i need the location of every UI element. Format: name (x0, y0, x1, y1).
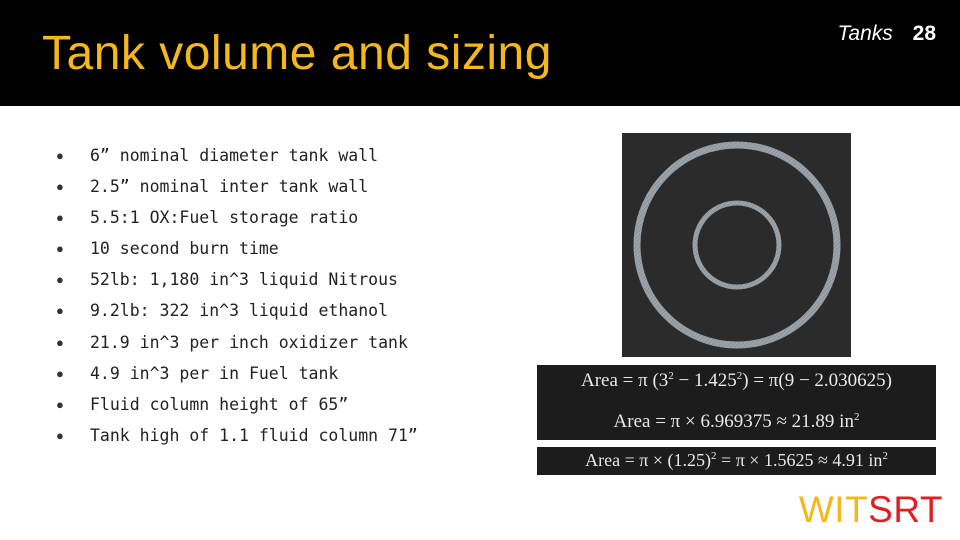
eq3-exponent-2: 2 (882, 450, 888, 462)
area-label: Area (580, 370, 618, 391)
equation-line-2 (537, 411, 936, 433)
list-item (56, 233, 418, 264)
bullet-icon: ● (56, 241, 64, 257)
list-item (56, 327, 418, 358)
eq1-exponent-1: 2 (668, 370, 674, 382)
inner-tank-wall (695, 203, 779, 287)
bullet-icon: ● (56, 365, 64, 381)
page-number: 28 (912, 22, 936, 45)
eq3-rhs: = π × (1.25) (624, 450, 712, 470)
bullet-icon: ● (56, 303, 64, 319)
bullet-icon: ● (56, 396, 64, 412)
witsrt-logo (799, 489, 943, 531)
list-item-text: 5.5:1 OX:Fuel storage ratio (90, 208, 359, 228)
list-item (56, 358, 418, 389)
logo-part-srt: SRT (868, 489, 943, 530)
eq2-exponent: 2 (853, 411, 860, 423)
area-label: Area (585, 450, 621, 470)
list-item-text: Fluid column height of 65” (90, 394, 349, 414)
list-item-text: 10 second burn time (90, 239, 279, 259)
list-item (56, 202, 418, 233)
equation-line-1 (537, 370, 936, 392)
eq1-end: ) = π(9 − 2.030625) (742, 370, 893, 391)
bullet-icon: ● (56, 334, 64, 350)
eq1-mid: − 1.425 (673, 370, 737, 391)
bullet-icon: ● (56, 272, 64, 288)
list-item-text: 2.5” nominal inter tank wall (90, 177, 369, 197)
eq2-rhs: = π × 6.969375 ≈ 21.89 in (655, 411, 854, 432)
fuel-area-equation (537, 447, 936, 475)
list-item (56, 389, 418, 420)
eq3-exponent-1: 2 (711, 450, 717, 462)
tank-cross-section-diagram (622, 133, 851, 357)
area-label: Area (613, 411, 651, 432)
eq1-rhs: = π (3 (622, 370, 669, 391)
list-item-text: Tank high of 1.1 fluid column 71” (90, 425, 418, 445)
bullet-icon: ● (56, 179, 64, 195)
list-item-text: 6” nominal diameter tank wall (90, 146, 379, 165)
list-item-text: 52lb: 1,180 in^3 liquid Nitrous (90, 270, 398, 290)
section-name: Tanks (837, 22, 893, 45)
eq3-end: = π × 1.5625 ≈ 4.91 in (716, 450, 883, 470)
bullet-list (56, 140, 418, 451)
list-item (56, 420, 418, 451)
list-item (56, 295, 418, 326)
slide-title: Tank volume and sizing (42, 27, 552, 80)
header-bar (0, 0, 960, 106)
list-item-text: 9.2lb: 322 in^3 liquid ethanol (90, 301, 389, 321)
logo-part-wit: WIT (798, 489, 869, 530)
bullet-icon: ● (56, 427, 64, 443)
equation-line-3 (537, 450, 936, 471)
outer-tank-wall (637, 145, 837, 345)
bullet-icon: ● (56, 148, 64, 163)
list-item-text: 4.9 in^3 per in Fuel tank (90, 363, 339, 383)
eq1-exponent-2: 2 (736, 370, 743, 382)
list-item (56, 264, 418, 295)
list-item (56, 140, 418, 171)
list-item (56, 171, 418, 202)
bullet-icon: ● (56, 210, 64, 226)
oxidizer-area-equation (537, 365, 936, 440)
concentric-rings-graphic (622, 133, 851, 357)
section-label (838, 22, 936, 46)
list-item-text: 21.9 in^3 per inch oxidizer tank (90, 332, 408, 352)
